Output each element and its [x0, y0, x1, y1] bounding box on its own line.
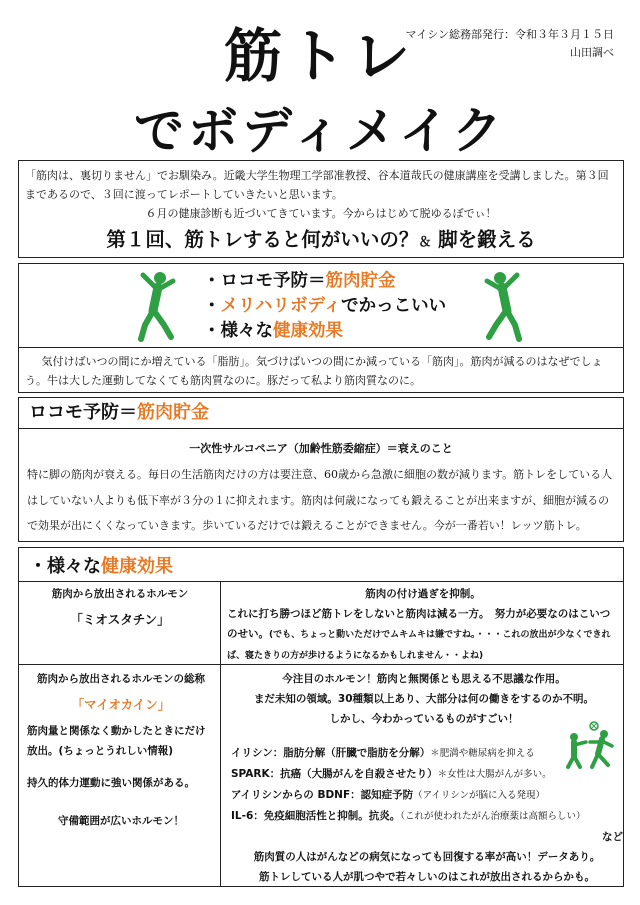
myostatin-note: (でも、ちょっと動いただけでムキムキは嫌ですね。・・・これの放出が少なくできれば、寝たきりの方が歩けるようになるかもしれません・・よね)	[227, 630, 611, 661]
locomo-body: 特に脚の筋肉が衰える。毎日の生活筋肉だけの方は要注意、60歳から急激に細胞の数が減ります。筋トレをしている人はしていない人よりも低下率が３分の１に抑えれます。筋肉は何歳になっても鍛えることが出来ますが、細胞が減るので効果が出にくくなっていきます。歩いているだけでは鍛えることができません。今が一番若い！レッツ筋トレ。	[27, 468, 613, 532]
lead-paragraph: 気付けばいつの間にか増えている「脂肪」。気づけばいつの間にか減っている「筋肉」。筋肉が減るのはなぜでしょう。牛は大した運動してなくても筋肉質なのに。豚だって私より筋肉質なのに。	[25, 355, 603, 387]
myokine-line-3: しかし、今わかっているものがすごい！	[329, 713, 519, 725]
key-points-box	[18, 263, 624, 348]
locomo-subheading: 一次性サルコペニア（加齢性筋委縮症）＝衰えのこと	[189, 442, 453, 455]
point-3-highlight: 健康効果	[273, 321, 343, 341]
title-line-2: でボディメイク	[134, 102, 506, 160]
health-effects-section	[18, 547, 624, 887]
effect-irisin-note: ＊肥満や糖尿病を抑える	[430, 748, 535, 759]
effect-spark-main: SPARK：抗癌（大腸がんを自殺させたり）	[231, 768, 438, 780]
myokine-description-cell	[227, 669, 621, 729]
myostatin-cell	[23, 584, 217, 630]
effect-spark-note: ＊女性は大腸がんが多い。	[437, 769, 552, 780]
myostatin-body	[227, 604, 619, 666]
effect-item-irisin	[231, 743, 623, 764]
locomo-heading-prefix: ロコモ予防＝	[29, 402, 137, 423]
myokine-label: 筋肉から放出されるホルモンの総称	[37, 673, 205, 685]
author-line: 山田調べ	[570, 46, 614, 59]
myokine-cell	[27, 669, 215, 831]
health-heading-highlight: 健康効果	[101, 556, 173, 577]
effect-bdnf-main: アイリシンからの BDNF：認知症予防	[231, 789, 414, 801]
locomo-divider	[19, 428, 623, 429]
health-table-column-rule	[220, 581, 221, 886]
exercise-figure-left-icon	[137, 269, 179, 343]
point-2-suffix: でかっこいい	[341, 296, 447, 316]
title-line-1: 筋トレ	[223, 22, 416, 90]
myokine-effects-list	[231, 743, 623, 887]
effect-item-bdnf	[231, 785, 623, 806]
effect-bdnf-note: （アイリシンが脳に入る発現）	[413, 790, 546, 801]
publication-info	[405, 26, 614, 62]
myostatin-body-text: これに打ち勝つほど筋トレをしないと筋肉は減る一方。 努力が必要なのはこいつのせい。	[227, 608, 611, 640]
effect-item-spark	[231, 764, 623, 785]
point-2-prefix: ・	[203, 296, 221, 316]
myokine-text-2: 持久的体力運動に強い関係がある。	[27, 777, 195, 789]
effect-il6-note: （これが使われたがん治療薬は高額らしい）	[400, 811, 586, 822]
myokine-name: 「マイオカイン」	[71, 697, 171, 712]
point-2-highlight: メリハリボディ	[220, 296, 342, 316]
health-table-top-rule	[19, 581, 623, 582]
myokine-line-2: まだ未知の領域。30種類以上あり、大部分は何の働きをするのか不明。	[253, 693, 595, 705]
lead-box	[18, 347, 624, 393]
effect-il6-main: IL-6：免疫細胞活性と抑制。抗炎。	[231, 810, 401, 822]
health-heading-prefix: ・様々な	[29, 556, 101, 577]
point-item-2	[203, 294, 446, 318]
myokine-line-4: 筋肉質の人はがんなどの病気になっても回復する率が高い！データあり。	[253, 851, 601, 863]
effect-irisin-main: イリシン：脂肪分解（肝臓で脂肪を分解）	[231, 747, 431, 759]
effects-trailing: など	[602, 831, 623, 843]
exercise-figure-right-icon	[481, 269, 523, 343]
locomo-heading-highlight: 筋肉貯金	[137, 402, 209, 423]
intro-paragraph: 「筋肉は、裏切りません」でお馴染み。近畿大学生物理工学部准教授、谷本道哉氏の健康講座を受講しました。第３回まであるので、３回に渡ってレポートしていきたいと思います。	[25, 169, 609, 201]
publisher-line: マイシン総務部発行：令和３年３月１５日	[405, 28, 614, 41]
effect-item-il6	[231, 806, 623, 827]
intro-callout: ６月の健康診断も近づいてきています。今からはじめて脱ゆるぼでぃ！	[145, 207, 497, 220]
point-item-1	[203, 269, 396, 293]
session-title-main: 第１回、筋トレすると何がいいの？	[106, 228, 419, 251]
myostatin-label: 筋肉から放出されるホルモン	[51, 588, 189, 600]
session-title-amp: ＆	[418, 235, 432, 250]
myostatin-name: 「ミオスタチン」	[70, 612, 170, 627]
myokine-line-5: 筋トレしている人が肌つやで若々しいのはこれが放出されるからかも。	[259, 871, 595, 883]
myokine-line-1: 今注目のホルモン！筋肉と無関係とも思える不思議な作用。	[282, 673, 566, 685]
myostatin-effect: 筋肉の付け過ぎを抑制。	[365, 588, 481, 600]
point-1-highlight: 筋肉貯金	[325, 271, 396, 291]
intro-box	[18, 160, 624, 258]
myokine-text-3: 守備範囲が広いホルモン！	[58, 815, 184, 827]
myokine-text-1: 筋肉量と関係なく動かしたときにだけ放出。(ちょっとうれしい情報)	[27, 725, 206, 757]
myostatin-description-cell	[227, 584, 619, 666]
locomo-heading	[29, 400, 209, 426]
point-item-3	[203, 319, 343, 343]
session-title	[19, 226, 623, 257]
point-1-prefix: ・ロコモ予防＝	[203, 271, 326, 291]
locomo-section	[18, 397, 624, 542]
session-title-tail: 脚を鍛える	[431, 228, 536, 251]
point-3-prefix: ・様々な	[203, 321, 273, 341]
health-heading	[29, 554, 173, 580]
